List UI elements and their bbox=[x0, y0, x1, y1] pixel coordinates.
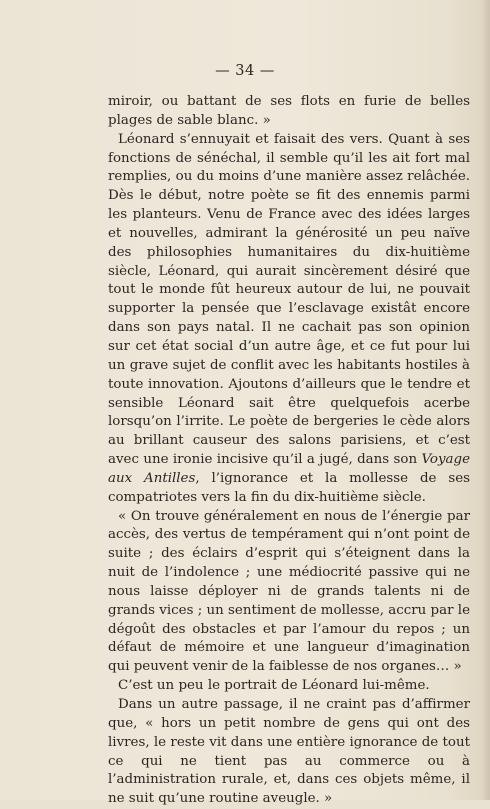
paragraph-1: miroir, ou battant de ses flots en furie de belles plages de sable blanc. » bbox=[108, 94, 470, 128]
paragraph-2-text: Léonard s’ennuyait et faisait des vers. Quant à ses fonctions de sénéchal, il semble qu’il les ait fort mal remplies, ou du moins d’une manière assez relâchée. Dès le début, notre poète se fit des ennemis parmi les planteurs. Venu de France avec des idées larges et nouvelles, admirant la générosité un peu naïve des philosophies humanitaires du dix-huitième siècle, Léonard, qui aurait sincèrement désiré que tout le monde fût heureux autour de lui, ne pouvait supporter la pensée que l’esclavage existât encore dans son pays natal. Il ne cachait pas son opinion sur cet état social d’un autre âge, et ce fut pour lui un grave sujet de conflit avec les habitants hostiles à toute innovation. Ajoutons d’ailleurs que le tendre et sensible Léonard sait être quelquefois acerbe lorsqu’on l’irrite. Le poète de bergeries le cède alors au brillant causeur des salons parisiens, et c’est avec une ironie incisive qu’il a jugé, dans son bbox=[108, 131, 470, 468]
page-number: — 34 — bbox=[215, 63, 275, 79]
body-text bbox=[108, 93, 470, 809]
book-title-italic: Voyage aux Antilles bbox=[108, 452, 470, 486]
paragraph-2-after: , l’ignorance et la mollesse de ses compatriotes vers la fin du dix-huitième siècle. bbox=[108, 470, 470, 505]
paragraph-5: Dans un autre passage, il ne craint pas d’affirmer que, « hors un petit nombre de gens qui ont des livres, le reste vit dans une entière ignorance de tout ce qui ne tient pas au commerce ou à l’administration rurale, et, dans ces objets même, il ne suit qu’une routine aveugle. » bbox=[108, 697, 470, 807]
paragraph-4: C’est un peu le portrait de Léonard lui-même. bbox=[118, 678, 430, 694]
page-edge-shadow bbox=[482, 0, 490, 800]
paragraph-3-quote: « On trouve généralement en nous de l’énergie par accès, des vertus de tempérament qui n’ont point de suite ; des éclairs d’esprit qui s’éteignent dans la nuit de l’indolence ; une médiocrité passive qui ne nous laisse déployer ni de grands talents ni de grands vices ; un sentiment de mollesse, accru par le dégoût des obstacles et par l’amour du repos ; un défaut de mémoire et une langueur d’imagination qui peuvent venir de la faiblesse de nos organes… » bbox=[108, 508, 470, 675]
paragraph-2 bbox=[108, 131, 470, 508]
